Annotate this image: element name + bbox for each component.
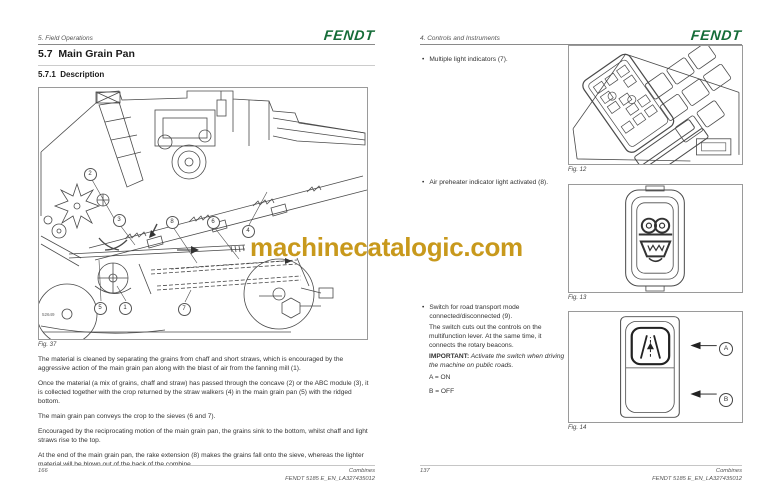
fendt-logo: FENDT — [323, 27, 376, 43]
preheater-rocker-switch-drawing — [569, 185, 742, 292]
figure-13-caption: Fig. 13 — [568, 295, 587, 301]
bullet-multiple-light-indicators — [422, 55, 562, 64]
figure-12-caption: Fig. 12 — [568, 167, 587, 173]
page-number: 166 — [38, 468, 48, 474]
document-id — [652, 468, 742, 484]
callout-6: 6 — [207, 216, 220, 229]
bullet-marker: • — [422, 56, 425, 63]
callout-1: 1 — [119, 302, 132, 315]
page-number: 137 — [420, 468, 430, 474]
description-text — [38, 355, 373, 475]
doc-reference: FENDT 5185 E_EN_LA327435012 — [652, 475, 742, 482]
figure-14-caption: Fig. 14 — [568, 425, 587, 431]
callout-8: 8 — [166, 216, 179, 229]
paragraph: The material is cleaned by separating the grains from chaff and short straws, which is encouraged by the aggressive action of the main grain pan along with the blast of air from the fanning mill (1). — [38, 356, 344, 373]
page-header — [38, 28, 375, 45]
bullet-text: Multiple light indicators (7). — [429, 56, 508, 63]
paragraph: Once the material (a mix of grains, chaff and straw) has passed through the concave (2) or the ABC module (3), it is collected together with the crop returned by the straw walkers (4) in the main grain pan (5) with the ridged bottom. — [38, 379, 369, 406]
product-name: Combines — [715, 468, 742, 474]
callout-5: 5 — [94, 302, 107, 315]
section-title: 5.7 Main Grain Pan — [38, 48, 135, 60]
bullet-text: Switch for road transport mode connected/disconnected (9). — [429, 304, 520, 321]
label-a-badge: A — [719, 342, 733, 356]
position-b-value: B = OFF — [429, 388, 455, 395]
callout-2: 2 — [84, 168, 97, 181]
important-label: IMPORTANT: — [429, 353, 470, 360]
drawing-number: 52649 — [42, 312, 55, 317]
switch-function-note: The switch cuts out the controls on the multifunction lever. At the same time, it connects the rotary beacons. — [429, 324, 542, 350]
important-note — [429, 352, 567, 370]
divider — [38, 65, 375, 66]
paragraph: Encouraged by the reciprocating motion of the main grain pan, the grains sink to the bottom, whilst chaff and light straws rise to the top. — [38, 427, 368, 445]
product-name: Combines — [348, 468, 375, 474]
bullet-road-transport-switch — [422, 303, 562, 321]
page-footer — [420, 465, 742, 484]
callout-4: 4 — [242, 225, 255, 238]
doc-reference: FENDT 5185 E_EN_LA327435012 — [285, 475, 375, 482]
bullet-marker: • — [422, 304, 425, 311]
chapter-label: 5. Field Operations — [38, 35, 93, 42]
watermark: machinecatalogic.com — [250, 232, 523, 262]
figure-37-caption: Fig. 37 — [38, 342, 57, 348]
paragraph: At the end of the main grain pan, the rake extension (8) makes the grains fall onto the sieve, whereas the lighter material will be blown out of the back of the combine. — [38, 451, 364, 468]
bullet-air-preheater — [422, 178, 562, 187]
road-mode-rocker-switch-drawing — [569, 312, 742, 422]
console-isometric-drawing — [569, 46, 742, 164]
page-header — [420, 28, 742, 45]
figure-12-console-diagram — [568, 45, 743, 165]
paragraph: The main grain pan conveys the crop to the sieves (6 and 7). — [38, 413, 216, 421]
figure-14-road-mode-switch — [568, 311, 743, 423]
position-a-value: A = ON — [429, 374, 451, 381]
subsection-title: 5.7.1 Description — [38, 70, 105, 79]
figure-37-combine-diagram — [38, 87, 368, 340]
callout-7: 7 — [178, 303, 191, 316]
document-id — [285, 468, 375, 484]
bullet-text: Air preheater indicator light activated (8). — [429, 179, 549, 186]
page-footer — [38, 465, 375, 484]
chapter-label: 4. Controls and Instruments — [420, 35, 500, 42]
bullet-marker: • — [422, 179, 425, 186]
important-text: Activate the switch when driving the machine on public roads. — [429, 353, 565, 370]
callout-3: 3 — [113, 214, 126, 227]
combine-cross-section-drawing — [39, 88, 367, 339]
figure-13-preheater-switch — [568, 184, 743, 293]
fendt-logo: FENDT — [690, 27, 743, 43]
label-b-badge: B — [719, 393, 733, 407]
